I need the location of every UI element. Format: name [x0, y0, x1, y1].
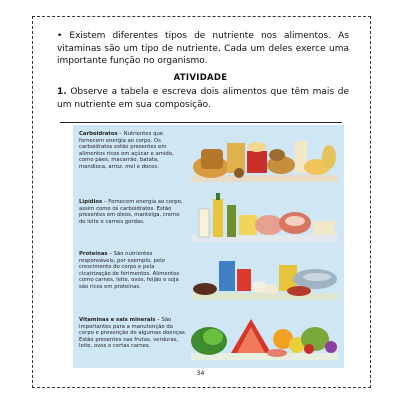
nutrient-text: – São nutrientes responsáveis, por exemplo, pelo crescimento do corpo e pela cicatrização de ferimentos. Alimentos como carnes, leite, ovos, feijão e soja são ricos em proteínas. — [79, 251, 180, 290]
vitamin-foods-image — [191, 309, 338, 360]
nutrient-description — [79, 251, 187, 291]
lipid-foods-image — [191, 191, 338, 242]
nutrient-row-vitamins — [79, 309, 338, 360]
nutrient-title: Lipídios — [79, 199, 103, 205]
nutrient-row-carbohydrates — [79, 131, 338, 182]
page-number: 34 — [196, 370, 205, 377]
task-number: 1. — [57, 87, 67, 97]
protein-foods-image — [191, 249, 338, 300]
answer-line — [60, 122, 342, 123]
task-text: Observe a tabela e escreva dois alimentos que têm mais de um nutriente em sua composição. — [57, 87, 349, 110]
intro-paragraph: • Existem diferentes tipos de nutriente nos alimentos. As vitaminas são um tipo de nutriente. Cada um deles exerce uma importante função no organismo. — [57, 31, 349, 66]
nutrient-description — [79, 317, 187, 350]
activity-heading: ATIVIDADE — [173, 73, 228, 83]
nutrient-title: Vitaminas e sais minerais — [79, 317, 156, 323]
nutrient-text: – Fornecem energia ao corpo, assim como os carboidratos. Estão presentes em óleos, manteiga, creme de leite e carnes gordas. — [79, 199, 183, 225]
nutrient-row-lipids — [79, 191, 338, 242]
nutrient-table — [73, 125, 344, 368]
nutrient-title: Carboidratos — [79, 131, 118, 137]
carbohydrate-foods-image — [191, 131, 338, 182]
task-paragraph — [57, 86, 349, 111]
nutrient-text: – Nutrientes que fornecem energia ao corpo. Os carboidratos estão presentes em alimentos ricos em açúcar e amido, como pães, macarrão, batata, mandioca, arroz, mel e doces. — [79, 131, 174, 170]
nutrient-text: – São importantes para a manutenção do corpo e prevenção de algumas doenças. Estão presentes nas frutas, verduras, leite, ovos e certas carnes. — [79, 317, 187, 350]
nutrient-description — [79, 199, 187, 225]
nutrient-row-proteins — [79, 249, 338, 300]
nutrient-description — [79, 131, 187, 171]
nutrient-title: Proteínas — [79, 251, 108, 257]
